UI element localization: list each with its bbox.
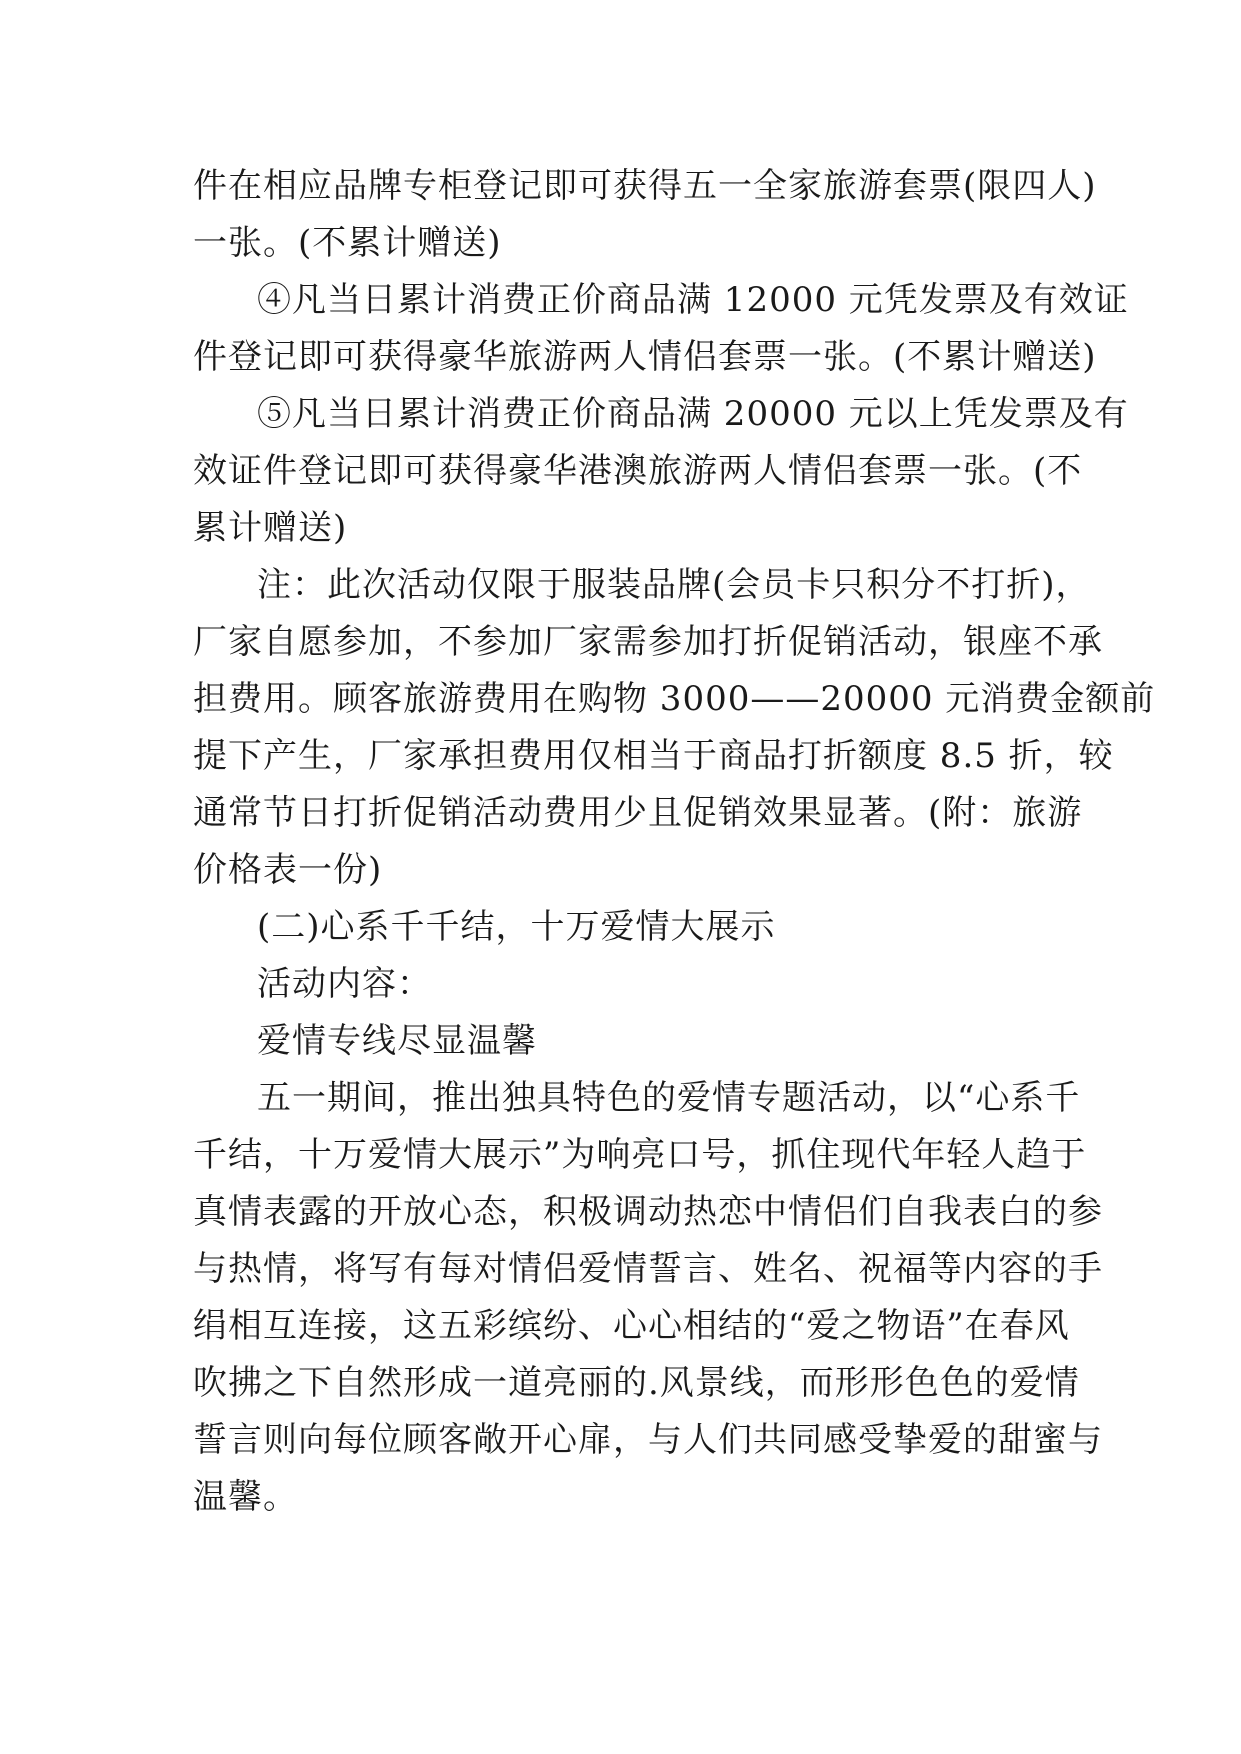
text-line: 五一期间，推出独具特色的爱情专题活动，以“心系千 <box>257 1078 1081 1118</box>
text-line: 温馨。 <box>193 1477 298 1517</box>
subheading: 爱情专线尽显温馨 <box>257 1021 537 1061</box>
text-line: 与热情，将写有每对情侣爱情誓言、姓名、祝福等内容的手 <box>193 1249 1103 1289</box>
text-line: 誓言则向每位顾客敞开心扉，与人们共同感受挚爱的甜蜜与 <box>193 1420 1103 1460</box>
text-line: 效证件登记即可获得豪华港澳旅游两人情侣套票一张。(不 <box>193 451 1083 491</box>
text-line: 注：此次活动仅限于服装品牌(会员卡只积分不打折)， <box>257 565 1091 605</box>
section-heading: (二)心系千千结，十万爱情大展示 <box>257 907 776 947</box>
document-page <box>193 158 1156 1526</box>
text-line: ④凡当日累计消费正价商品满 12000 元凭发票及有效证 <box>257 280 1129 320</box>
text-line: 厂家自愿参加，不参加厂家需参加打折促销活动，银座不承 <box>193 622 1103 662</box>
text-line: 累计赠送) <box>193 508 348 548</box>
text-line: 价格表一份) <box>193 850 383 890</box>
text-line: 件登记即可获得豪华旅游两人情侣套票一张。(不累计赠送) <box>193 337 1097 377</box>
text-line: 担费用。顾客旅游费用在购物 3000——20000 元消费金额前 <box>193 679 1156 719</box>
text-line: ⑤凡当日累计消费正价商品满 20000 元以上凭发票及有 <box>257 394 1129 434</box>
text-line: 绢相互连接，这五彩缤纷、心心相结的“爱之物语”在春风 <box>193 1306 1070 1346</box>
text-line: 件在相应品牌专柜登记即可获得五一全家旅游套票(限四人) <box>193 166 1097 206</box>
text-line: 一张。(不累计赠送) <box>193 223 502 263</box>
text-line: 千结，十万爱情大展示”为响亮口号，抓住现代年轻人趋于 <box>193 1135 1087 1175</box>
text-line: 通常节日打折促销活动费用少且促销效果显著。(附：旅游 <box>193 793 1083 833</box>
text-line: 吹拂之下自然形成一道亮丽的.风景线，而形形色色的爱情 <box>193 1363 1080 1403</box>
text-line: 活动内容： <box>257 964 432 1004</box>
text-line: 真情表露的开放心态，积极调动热恋中情侣们自我表白的参 <box>193 1192 1103 1232</box>
text-line: 提下产生，厂家承担费用仅相当于商品打折额度 8.5 折，较 <box>193 736 1114 776</box>
